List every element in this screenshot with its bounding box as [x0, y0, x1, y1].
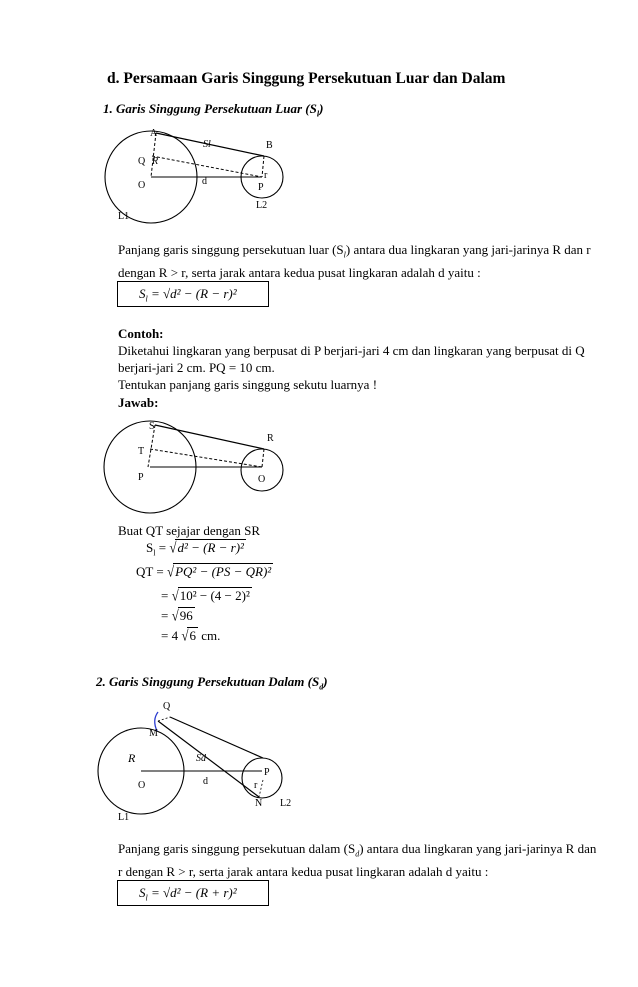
in-label-P: P [264, 767, 270, 778]
label-Sl: Sl [203, 139, 211, 150]
in-label-Q: Q [163, 701, 171, 712]
step-3: = √10² − (4 − 2)² [161, 586, 250, 605]
in-label-O: O [138, 780, 146, 791]
part1-heading: 1. Garis Singgung Persekutuan Luar $(S_l)$ [103, 101, 324, 119]
label-L1: L1 [118, 211, 130, 222]
formula-box-external [117, 281, 269, 307]
part2-description: Panjang garis singgung persekutuan dalam $(S_d)$ antara dua lingkaran yang jari-jarinya R dan r dengan R > r, serta jarak antara kedua pusat lingkaran adalah d yaitu : [118, 841, 597, 879]
part1-description: Panjang garis singgung persekutuan luar $(S_l)$ antara dua lingkaran yang jari-jarinya R dan r dengan R > r, serta jarak antara kedua pusat lingkaran adalah d yaitu : [118, 242, 591, 280]
in-label-Sd: Sd [196, 753, 206, 764]
ex-label-P: P [138, 472, 144, 483]
formula-external: $S_l = √d^2 - (R - r)^2$ [139, 286, 237, 304]
step-5: = 4 √6 cm. [161, 626, 221, 645]
label-A: A [150, 128, 158, 139]
example-block: Contoh: Diketahui lingkaran yang berpusat di P berjari-jari 4 cm dan lingkaran yang berpusat di Q berjari-jari 2 cm. PQ = 10 cm. Tentukan panjang garis singgung sekutu luarnya ! [118, 326, 585, 392]
step-intro: Buat QT sejajar dengan SR [118, 523, 261, 538]
formula-internal: $S_l = √d^2 - (R + r)^2$ [139, 885, 237, 903]
example-label: Contoh: [118, 326, 164, 341]
in-label-R: R [128, 751, 136, 765]
step-1: $S_l = √d^2 - (R - r)^2$ [146, 538, 244, 558]
part2-heading: 2. Garis Singgung Persekutuan Dalam $(S_d)$ [96, 674, 328, 692]
label-O: O [138, 180, 146, 191]
formula-box-internal [117, 880, 269, 906]
in-label-N: N [255, 798, 263, 809]
ex-label-R: R [267, 433, 274, 444]
label-d: d [202, 176, 207, 187]
ex-label-O: O [258, 474, 266, 485]
label-B: B [266, 140, 273, 151]
label-r: r [264, 170, 268, 181]
answer-label: Jawab: [118, 395, 159, 410]
in-label-L1: L1 [118, 812, 130, 823]
step-4: = √96 [161, 606, 193, 625]
in-label-d: d [203, 776, 208, 787]
in-label-L2: L2 [280, 798, 292, 809]
label-Q: Q [138, 156, 146, 167]
ex-label-T: T [138, 446, 145, 457]
label-P: P [258, 182, 264, 193]
in-label-M: M [149, 728, 158, 739]
in-label-r: r [254, 780, 258, 791]
step-2: QT = √PQ² − (PS − QR)² [136, 562, 272, 581]
label-L2: L2 [256, 200, 268, 211]
label-R: R [152, 156, 159, 167]
ex-label-S: S [149, 421, 155, 432]
section-title: d. Persamaan Garis Singgung Persekutuan Luar dan Dalam [107, 70, 506, 87]
